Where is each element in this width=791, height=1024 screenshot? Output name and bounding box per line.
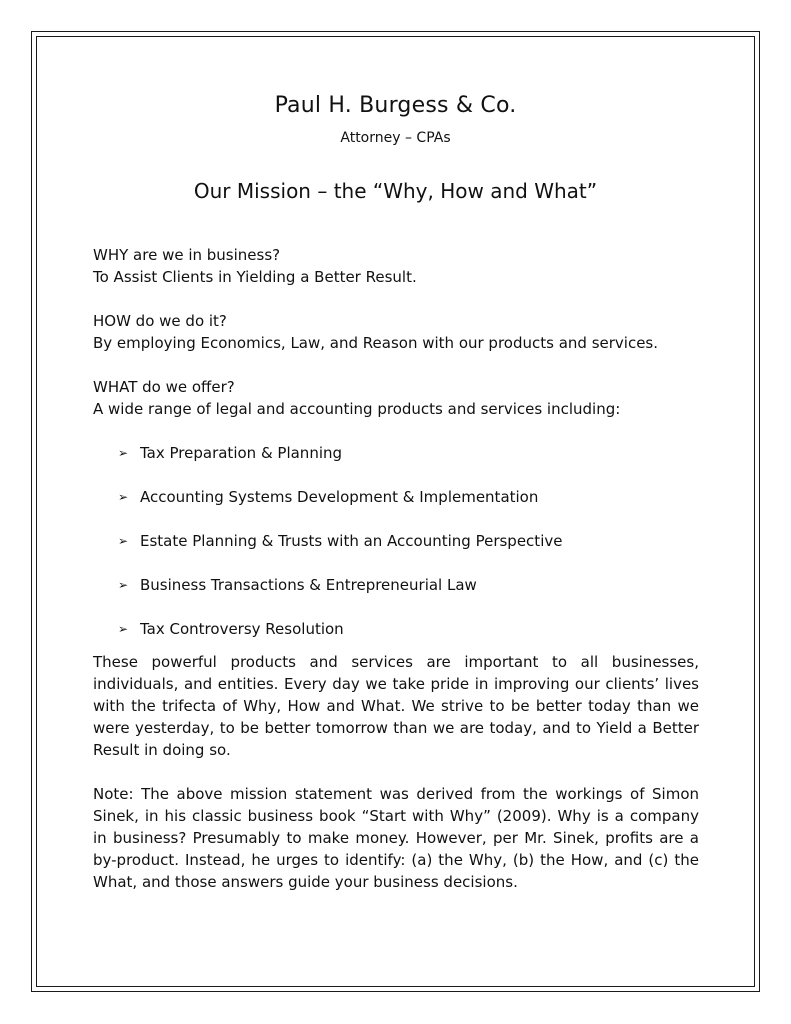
- list-item: [118, 486, 699, 530]
- note-paragraph: Note: The above mission statement was derived from the workings of Simon Sinek, in his classic business book “Start with Why” (2009). Why is a company in business? Presumably to make money. However, per Mr. Sinek, profits are a by-product. Instead, he urges to identify: (a) the Why, (b) the How, and (c) the What, and those answers guide your business decisions.: [93, 785, 699, 891]
- document-body: [93, 244, 699, 915]
- company-subtitle: Attorney – CPAs: [340, 130, 451, 146]
- how-section: [93, 310, 699, 354]
- list-item: [118, 618, 699, 651]
- mission-title: Our Mission – the “Why, How and What”: [193, 179, 598, 203]
- service-label: Tax Preparation & Planning: [140, 444, 343, 462]
- what-question: WHAT do we offer?: [93, 378, 235, 396]
- company-name: Paul H. Burgess & Co.: [274, 93, 517, 118]
- body-paragraph: These powerful products and services are important to all businesses, individuals, and entities. Every day we take pride in improving our clients’ lives with the trifecta of Why, How and What. We strive to be better today than we were yesterday, to be better tomorrow than we are today, and to Yield a Better Result in doing so.: [93, 653, 699, 759]
- service-label: Accounting Systems Development & Implementation: [140, 488, 539, 506]
- service-label: Estate Planning & Trusts with an Accounting Perspective: [140, 532, 563, 550]
- arrow-bullet-icon: ➢: [118, 446, 129, 460]
- service-label: Tax Controversy Resolution: [140, 620, 344, 638]
- list-item: [118, 574, 699, 618]
- arrow-bullet-icon: ➢: [118, 622, 129, 636]
- what-answer: A wide range of legal and accounting products and services including:: [93, 400, 621, 418]
- arrow-bullet-icon: ➢: [118, 578, 129, 592]
- list-item: [118, 442, 699, 486]
- what-section: [93, 376, 699, 420]
- arrow-bullet-icon: ➢: [118, 534, 129, 548]
- why-section: [93, 244, 699, 288]
- how-question: HOW do we do it?: [93, 312, 227, 330]
- why-answer: To Assist Clients in Yielding a Better Result.: [93, 268, 417, 286]
- services-list: [93, 442, 699, 651]
- list-item: [118, 530, 699, 574]
- how-answer: By employing Economics, Law, and Reason with our products and services.: [93, 334, 659, 352]
- arrow-bullet-icon: ➢: [118, 490, 129, 504]
- why-question: WHY are we in business?: [93, 246, 281, 264]
- service-label: Business Transactions & Entrepreneurial Law: [140, 576, 477, 594]
